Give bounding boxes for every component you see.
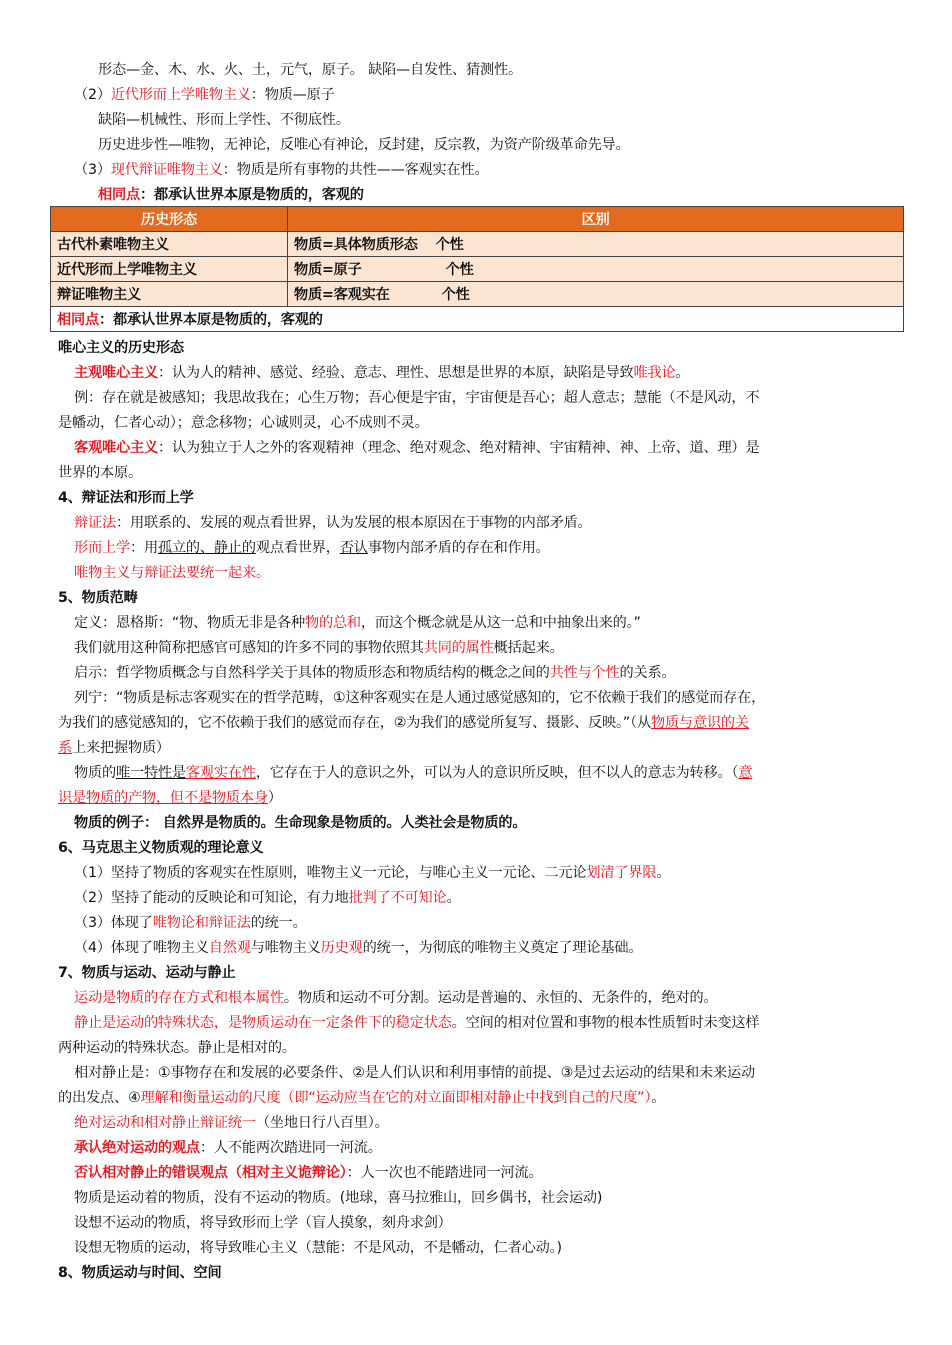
text: 概括起来。 [493,640,564,656]
text: 的出发点、④ [58,1090,141,1106]
text: 例：存在就是被感知；我思故我在；心生万物；吾心便是宇宙，宇宙便是吾心；超人意志；慧能（不是风动，不 [74,390,760,406]
paragraph-relative-rest-cont [58,1086,898,1111]
text: 。 [675,365,690,381]
text: ：都承认世界本原是物质的，客观的 [139,187,364,203]
highlight-term: 主观唯心主义 [74,365,158,381]
highlight-term: 静止是运动的特殊状态，是物质运动在一定条件下的稳定状态 [74,1015,452,1031]
highlight-term: 否认相对静止的错误观点（相对主义诡辩论） [74,1165,347,1181]
highlight-term: 唯我论 [633,365,676,381]
paragraph-dialectical-unity [58,1111,898,1136]
text: 。空间的相对位置和事物的根本性质暂时未变这样 [451,1015,760,1031]
paragraph-unique-property-cont [58,786,898,811]
table-row [51,257,904,282]
paragraph-no-matter [58,1236,898,1261]
text: 物质是运动着的物质，没有不运动的物质。(地球，喜马拉雅山，回乡偶书，社会运动) [74,1190,603,1206]
paragraph-unique-property [58,761,898,786]
highlight-term: 客观实在性 [185,765,256,781]
text: ：认为人的精神、感觉、经验、意志、理性、思想是世界的本原，缺陷是导致 [157,365,634,381]
list-item [58,861,898,886]
highlight-term: 绝对运动和相对静止辩证统一 [74,1115,256,1131]
paragraph-relativism [58,1161,898,1186]
highlight-term: 系 [58,740,72,756]
diff-tag: 个性 [445,262,474,278]
item-number: （2） [74,87,111,103]
highlight-term: 现代辩证唯物主义 [110,162,223,178]
heading-section-7 [58,961,898,986]
highlight-term: 唯物论和辩证法 [152,915,251,931]
table-cell-diff [288,257,904,282]
table-footer-cell [51,307,904,332]
text: 世界的本原。 [58,465,142,481]
text: 列宁：“物质是标志客观实在的哲学范畴，①这种客观实在是人通过感觉感知的，它不依赖于我们的感觉而存在， [74,690,766,706]
paragraph-common-attributes [58,636,898,661]
heading-section-8 [58,1261,898,1286]
item-modern-metaphysical-materialism [58,83,898,108]
text: ：都承认世界本原是物质的，客观的 [98,312,323,328]
paragraph-unify [58,561,898,586]
highlight-term: 物的总和 [304,615,361,631]
paragraph-rest [58,1011,898,1036]
paragraph-lenin-cont2 [58,736,898,761]
text: ：用 [129,540,158,556]
highlight-term: 承认绝对运动的观点 [74,1140,200,1156]
paragraph-defects [58,108,898,133]
text: ） [267,790,282,806]
text: 形态—金、木、水、火、土，元气，原子。 缺陷—自发性、猜测性。 [98,62,522,78]
text: 相对静止是：①事物存在和发展的必要条件、②是人们认识和利用事情的前提、③是过去运动的结果和未来运动 [74,1065,755,1081]
text: 上来把握物质） [72,740,170,756]
text: 。 [651,1090,666,1106]
highlight-term: 客观唯心主义 [74,440,158,456]
paragraph-objective-idealism [58,436,898,461]
heading-section-6 [58,836,898,861]
heading-section-4 [58,486,898,511]
paragraph-definition [58,611,898,636]
paragraph-insight [58,661,898,686]
paragraph-examples [58,386,898,411]
text: 的统一。 [250,915,307,931]
text: ：人不能两次踏进同一河流。 [199,1140,382,1156]
text: ，它存在于人的意识之外，可以为人的意识所反映，但不以人的意志为转移。（ [255,765,739,781]
paragraph-dialectics [58,511,898,536]
list-item [58,911,898,936]
paragraph-common-point [58,183,898,208]
text: 8、物质运动与时间、空间 [58,1265,222,1281]
highlight-term: 相同点 [98,187,140,203]
table-row [51,282,904,307]
paragraph-examples-cont [58,411,898,436]
diff-text: 物质=具体物质形态 [294,237,418,253]
text: 6、马克思主义物质观的理论意义 [58,840,264,856]
underlined-text: 唯一特性是 [115,765,186,781]
text: 事物内部矛盾的存在和作用。 [367,540,550,556]
diff-tag: 个性 [441,287,470,303]
text: 是幡动，仁者心动）；意念移物；心诚则灵，心不成则不灵。 [58,415,429,431]
paragraph-no-motion [58,1211,898,1236]
paragraph-moving-matter [58,1186,898,1211]
highlight-term: 批判了不可知论 [348,890,447,906]
table-row [51,232,904,257]
text: ：人一次也不能踏进同一河流。 [346,1165,543,1181]
table-cell-form: 古代朴素唯物主义 [51,232,288,257]
highlight-term: 共性与个性 [549,665,620,681]
text: ：用联系的、发展的观点看世界，认为发展的根本原因在于事物的内部矛盾。 [115,515,592,531]
diff-text: 物质=原子 [294,262,362,278]
paragraph-motion [58,986,898,1011]
highlight-term: 物质与意识的关 [650,715,749,731]
text: 设想无物质的运动，将导致唯心主义（慧能：不是风动，不是幡动，仁者心动。) [74,1240,562,1256]
item-dialectical-materialism [58,158,898,183]
text: 观点看世界， [255,540,340,556]
text: 。 [656,865,671,881]
table-header-row [51,207,904,232]
text: （4）体现了唯物主义 [74,940,209,956]
text: ：物质是所有事物的共性——客观实在性。 [222,162,489,178]
text: （2）坚持了能动的反映论和可知论，有力地 [74,890,349,906]
text: 的统一，为彻底的唯物主义奠定了理论基础。 [362,940,643,956]
text: 。 [446,890,461,906]
item-number: （3） [74,162,111,178]
text: 与唯物主义 [250,940,321,956]
text: 设想不运动的物质，将导致形而上学（盲人摸象，刻舟求剑） [74,1215,452,1231]
text: 物质的 [74,765,116,781]
highlight-term: 共同的属性 [423,640,494,656]
paragraph-objective-idealism-cont [58,461,898,486]
highlight-term: 理解和衡量运动的尺度（即“运动应当在它的对立面即相对静止中找到自己的尺度”） [140,1090,652,1106]
text: 7、物质与运动、运动与静止 [58,965,236,981]
table-cell-form: 辩证唯物主义 [51,282,288,307]
text: ，而这个概念就是从这一总和中抽象出来的。” [360,615,641,631]
paragraph-matter-examples [58,811,898,836]
highlight-term: 近代形而上学唯物主义 [110,87,251,103]
text: 启示：哲学物质概念与自然科学关于具体的物质形态和物质结构的概念之间的 [74,665,550,681]
text: 的关系。 [619,665,676,681]
paragraph-relative-rest [58,1061,898,1086]
highlight-term: 形而上学 [74,540,130,556]
underlined-text: 孤立的、静止的 [157,540,256,556]
heading-idealism [58,336,898,361]
paragraph-absolute-motion [58,1136,898,1161]
text: 物质的例子： 自然界是物质的。生命现象是物质的。人类社会是物质的。 [74,815,527,831]
text: ：物质—原子 [250,87,335,103]
text: 缺陷—机械性、形而上学性、不彻底性。 [98,112,350,128]
table-cell-diff [288,232,904,257]
text: （1）坚持了物质的客观实在性原则，唯物主义一元论，与唯心主义一元论、二元论 [74,865,587,881]
text: 4、辩证法和形而上学 [58,490,194,506]
list-item [58,936,898,961]
text: 我们就用这种简称把感官可感知的许多不同的事物依照其 [74,640,424,656]
table-footer-row [51,307,904,332]
materialism-forms-table [50,206,904,332]
heading-section-5 [58,586,898,611]
diff-tag: 个性 [435,237,464,253]
text: 5、物质范畴 [58,590,138,606]
paragraph-primitive-forms [58,58,898,83]
table-cell-diff [288,282,904,307]
text: 唯物主义与辩证法要统一起来。 [74,565,270,581]
paragraph-metaphysics [58,536,898,561]
list-item [58,886,898,911]
text: 历史进步性—唯物，无神论，反唯心有神论，反封建，反宗教，为资产阶级革命先导。 [98,137,630,153]
highlight-term: 辩证法 [74,515,116,531]
text: ：认为独立于人之外的客观精神（理念、绝对观念、绝对精神、宇宙精神、神、上帝、道、理）是 [157,440,760,456]
paragraph-historical-progress [58,133,898,158]
text: 唯心主义的历史形态 [58,340,184,356]
text: 。物质和运动不可分割。运动是普遍的、永恒的、无条件的，绝对的。 [283,990,718,1006]
text: 为我们的感觉感知的，它不依赖于我们的感觉而存在，②为我们的感觉所复写、摄影、反映。”（从 [58,715,651,731]
paragraph-rest-cont [58,1036,898,1061]
underlined-text: 否认 [339,540,368,556]
highlight-term: 运动是物质的存在方式和根本属性 [74,990,284,1006]
paragraph-subjective-idealism [58,361,898,386]
highlight-term: 意 [738,765,753,781]
highlight-term: 划清了界限 [586,865,657,881]
highlight-term: 历史观 [320,940,363,956]
highlight-term: 自然观 [208,940,251,956]
table-header-cell: 历史形态 [51,207,288,232]
text: （坐地日行八百里）。 [255,1115,389,1131]
text: （3）体现了 [74,915,153,931]
paragraph-lenin-cont [58,711,898,736]
paragraph-lenin [58,686,898,711]
text: 定义：恩格斯：“物、物质无非是各种 [74,615,305,631]
highlight-term: 识是物质的产物，但不是物质本身 [58,790,268,806]
highlight-term: 相同点 [57,312,99,328]
table-cell-form: 近代形而上学唯物主义 [51,257,288,282]
text: 两种运动的特殊状态。静止是相对的。 [58,1040,296,1056]
table-header-cell: 区别 [288,207,904,232]
diff-text: 物质=客观实在 [294,287,390,303]
